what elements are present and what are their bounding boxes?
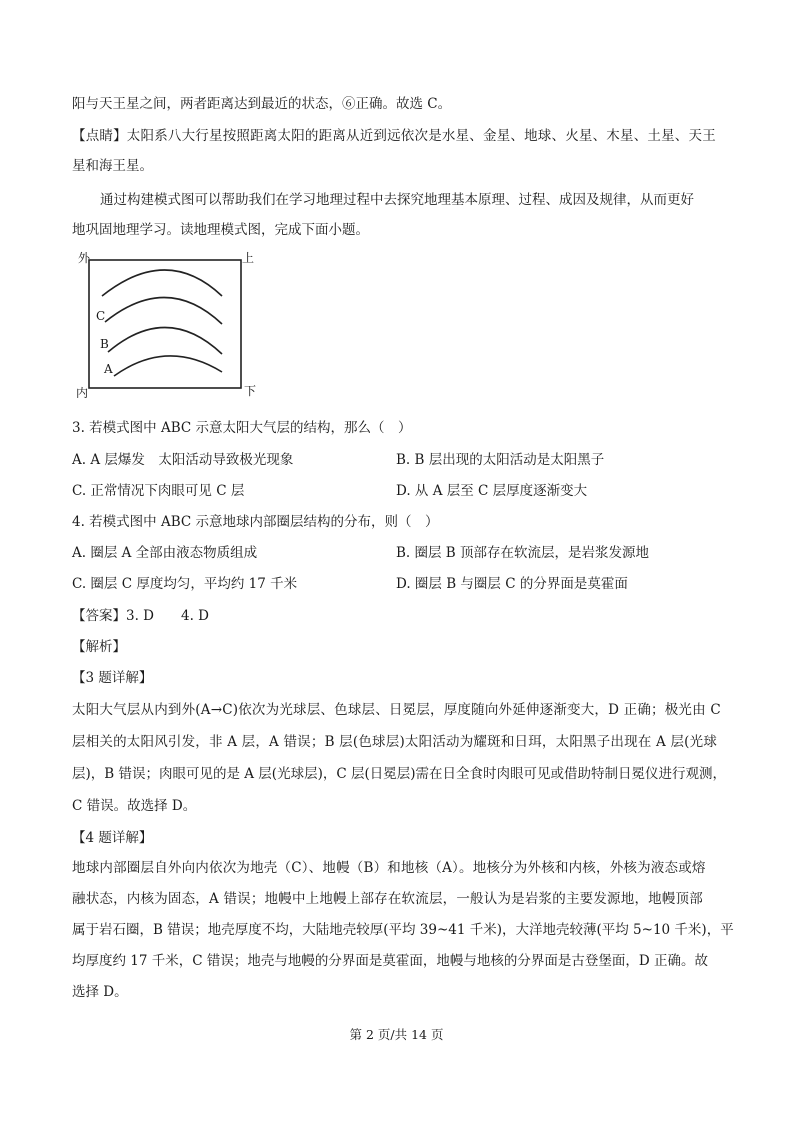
curve-a (114, 356, 222, 376)
label-a: A (104, 362, 113, 376)
text-line: 阳与天王星之间，两者距离达到最近的状态，⑥正确。故选 C。 (72, 96, 452, 112)
detail-3-line: 太阳大气层从内到外(A→C)依次为光球层、色球层、日冕层，厚度随向外延伸逐渐变大，D 正确；极光由 C (72, 702, 721, 718)
question-4-stem: 4. 若模式图中 ABC 示意地球内部圈层结构的分布，则（ ） (72, 514, 439, 530)
question-4-option-b: B. 圈层 B 顶部存在软流层，是岩浆发源地 (396, 545, 650, 561)
detail-4-line: 选择 D。 (72, 984, 128, 1000)
question-3-option-a: A. A 层爆发 太阳活动导致极光现象 (72, 452, 294, 468)
analysis-heading: 【解析】 (72, 639, 126, 655)
label-lower: 下 (244, 384, 257, 398)
label-c: C (96, 309, 106, 323)
detail-4-line: 融状态，内核为固态，A 错误；地幔中上地幔上部存在软流层，一般认为是岩浆的主要发源地，地幔顶部 (72, 891, 703, 907)
curve-c (105, 297, 222, 324)
layer-model-diagram (72, 250, 272, 400)
question-3-option-d: D. 从 A 层至 C 层厚度逐渐变大 (396, 483, 588, 499)
text-line: 通过构建模式图可以帮助我们在学习地理过程中去探究地理基本原理、过程、成因及规律，从而更好 (100, 192, 694, 208)
label-b: B (100, 337, 109, 351)
text-line: 星和海王星。 (72, 158, 153, 174)
label-upper: 上 (242, 251, 255, 265)
detail-3-heading: 【3 题详解】 (72, 670, 153, 686)
text-line: 【点睛】太阳系八大行星按照距离太阳的距离从近到远依次是水星、金星、地球、火星、木星、土星、天王 (72, 128, 716, 144)
detail-4-line: 地球内部圈层自外向内依次为地壳（C）、地幔（B）和地核（A）。地核分为外核和内核，外核为液态或熔 (72, 860, 706, 876)
detail-4-heading: 【4 题详解】 (72, 830, 153, 846)
detail-3-line: 层相关的太阳风引发，非 A 层，A 错误；B 层(色球层)太阳活动为耀斑和日珥，太阳黑子出现在 A 层(光球 (72, 734, 718, 750)
detail-4-line: 均厚度约 17 千米，C 错误；地壳与地幔的分界面是莫霍面，地幔与地核的分界面是古登堡面，D 正确。故 (72, 953, 708, 969)
detail-3-line: C 错误。故选择 D。 (72, 798, 197, 814)
detail-4-line: 属于岩石圈，B 错误；地壳厚度不均，大陆地壳较厚(平均 39~41 千米)，大洋地壳较薄(平均 5~10 千米)，平 (72, 922, 734, 938)
label-outer: 外 (78, 251, 91, 265)
question-3-option-b: B. B 层出现的太阳活动是太阳黑子 (396, 452, 605, 468)
diagram-drawing (72, 250, 272, 400)
question-4-option-c: C. 圈层 C 厚度均匀，平均约 17 千米 (72, 576, 298, 592)
page-footer: 第 2 页/共 14 页 (349, 1027, 444, 1042)
question-3-stem: 3. 若模式图中 ABC 示意太阳大气层的结构，那么（ ） (72, 420, 412, 436)
curve-top (102, 270, 222, 296)
question-4-option-a: A. 圈层 A 全部由液态物质组成 (72, 545, 258, 561)
question-4-option-d: D. 圈层 B 与圈层 C 的分界面是莫霍面 (396, 576, 628, 592)
answer-line: 【答案】3. D 4. D (72, 608, 209, 624)
curve-b (108, 327, 222, 354)
question-3-option-c: C. 正常情况下肉眼可见 C 层 (72, 483, 245, 499)
detail-3-line: 层)，B 错误；肉眼可见的是 A 层(光球层)，C 层(日冕层)需在日全食时肉眼可见或借助特制日冕仪进行观测， (72, 766, 726, 782)
text-line: 地巩固地理学习。读地理模式图，完成下面小题。 (72, 222, 369, 238)
label-inner: 内 (76, 386, 89, 400)
